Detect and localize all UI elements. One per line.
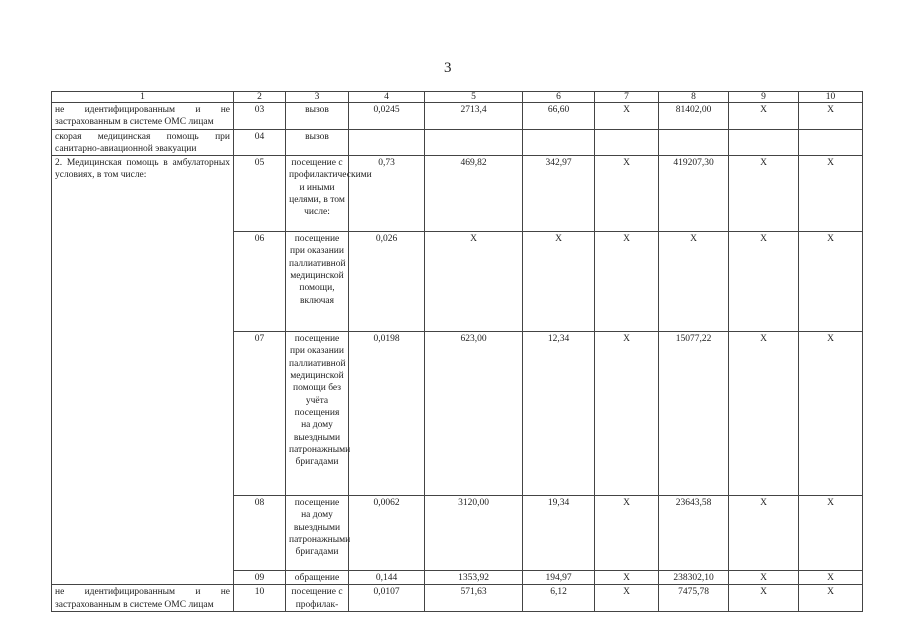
row-value-cell: Х — [595, 232, 659, 332]
row-value-cell: 623,00 — [425, 332, 523, 496]
header-cell: 9 — [729, 92, 799, 103]
row-value-cell: 19,34 — [523, 496, 595, 571]
row-unit-cell: вызов — [286, 129, 349, 156]
header-cell: 8 — [659, 92, 729, 103]
row-value-cell: 1353,92 — [425, 571, 523, 585]
row-value-cell: 66,60 — [523, 103, 595, 130]
table-row — [52, 129, 863, 156]
row-value-cell: Х — [729, 585, 799, 612]
header-cell: 1 — [52, 92, 234, 103]
data-table — [51, 91, 863, 612]
row-value-cell: 6,12 — [523, 585, 595, 612]
row-value-cell: 469,82 — [425, 156, 523, 232]
row-unit-cell: посещение при оказании паллиативной медицинской помощи, включая — [286, 232, 349, 332]
row-value-cell: 419207,30 — [659, 156, 729, 232]
row-value-cell — [799, 129, 863, 156]
row-value-cell: 238302,10 — [659, 571, 729, 585]
row-value-cell: 7475,78 — [659, 585, 729, 612]
row-unit-cell: посещение на дому выездными патронажными бригадами — [286, 496, 349, 571]
row-value-cell — [523, 129, 595, 156]
header-cell: 4 — [349, 92, 425, 103]
row-code-cell: 04 — [234, 129, 286, 156]
row-value-cell — [659, 129, 729, 156]
row-value-cell: Х — [729, 156, 799, 232]
row-unit-cell: посещение с профилак- — [286, 585, 349, 612]
row-name-cell: 2. Медицинская помощь в амбулаторных условиях, в том числе: — [52, 156, 234, 585]
row-value-cell: Х — [595, 332, 659, 496]
row-value-cell: 194,97 — [523, 571, 595, 585]
row-unit-cell: посещение с профилактическими и иными целями, в том числе: — [286, 156, 349, 232]
row-value-cell: 23643,58 — [659, 496, 729, 571]
row-value-cell: Х — [799, 232, 863, 332]
row-code-cell: 07 — [234, 332, 286, 496]
row-value-cell: Х — [799, 103, 863, 130]
row-code-cell: 05 — [234, 156, 286, 232]
row-code-cell: 03 — [234, 103, 286, 130]
row-value-cell: 342,97 — [523, 156, 595, 232]
row-value-cell: Х — [799, 496, 863, 571]
row-value-cell: Х — [729, 103, 799, 130]
table-row — [52, 103, 863, 130]
row-value-cell: Х — [595, 103, 659, 130]
row-value-cell: 0,0245 — [349, 103, 425, 130]
page-number: 3 — [444, 60, 452, 76]
row-value-cell: 0,0062 — [349, 496, 425, 571]
row-value-cell: Х — [729, 571, 799, 585]
header-cell: 6 — [523, 92, 595, 103]
row-code-cell: 08 — [234, 496, 286, 571]
row-name-cell: не идентифицированным и не застрахованным в системе ОМС лицам — [52, 103, 234, 130]
table-row — [52, 156, 863, 232]
row-value-cell: 2713,4 — [425, 103, 523, 130]
row-value-cell: 0,0198 — [349, 332, 425, 496]
row-value-cell: Х — [729, 496, 799, 571]
row-value-cell — [349, 129, 425, 156]
row-value-cell: 571,63 — [425, 585, 523, 612]
row-value-cell: Х — [799, 156, 863, 232]
row-value-cell — [425, 129, 523, 156]
row-code-cell: 10 — [234, 585, 286, 612]
row-value-cell: 0,026 — [349, 232, 425, 332]
row-value-cell: 15077,22 — [659, 332, 729, 496]
row-code-cell: 06 — [234, 232, 286, 332]
row-value-cell: 3120,00 — [425, 496, 523, 571]
header-cell: 10 — [799, 92, 863, 103]
row-value-cell: Х — [523, 232, 595, 332]
row-value-cell: Х — [595, 585, 659, 612]
row-value-cell: Х — [595, 496, 659, 571]
row-value-cell: Х — [799, 571, 863, 585]
row-value-cell: Х — [425, 232, 523, 332]
row-value-cell: Х — [595, 571, 659, 585]
header-cell: 7 — [595, 92, 659, 103]
row-value-cell: Х — [595, 156, 659, 232]
row-value-cell — [595, 129, 659, 156]
header-row — [52, 92, 863, 103]
row-value-cell: Х — [799, 332, 863, 496]
row-value-cell: 81402,00 — [659, 103, 729, 130]
row-unit-cell: вызов — [286, 103, 349, 130]
row-value-cell: 0,144 — [349, 571, 425, 585]
row-value-cell: Х — [659, 232, 729, 332]
row-unit-cell: обращение — [286, 571, 349, 585]
header-cell: 2 — [234, 92, 286, 103]
row-value-cell: Х — [799, 585, 863, 612]
row-value-cell: 12,34 — [523, 332, 595, 496]
table-row — [52, 585, 863, 612]
row-value-cell — [729, 129, 799, 156]
row-code-cell: 09 — [234, 571, 286, 585]
row-value-cell: 0,73 — [349, 156, 425, 232]
row-value-cell: Х — [729, 232, 799, 332]
row-unit-cell: посещение при оказании паллиативной медицинской помощи без учёта посещения на дому выездными патронажными бригадами — [286, 332, 349, 496]
header-cell: 3 — [286, 92, 349, 103]
row-value-cell: 0,0107 — [349, 585, 425, 612]
row-name-cell: не идентифицированным и не застрахованным в системе ОМС лицам — [52, 585, 234, 612]
row-name-cell: скорая медицинская помощь при санитарно-авиационной эвакуации — [52, 129, 234, 156]
row-value-cell: Х — [729, 332, 799, 496]
header-cell: 5 — [425, 92, 523, 103]
